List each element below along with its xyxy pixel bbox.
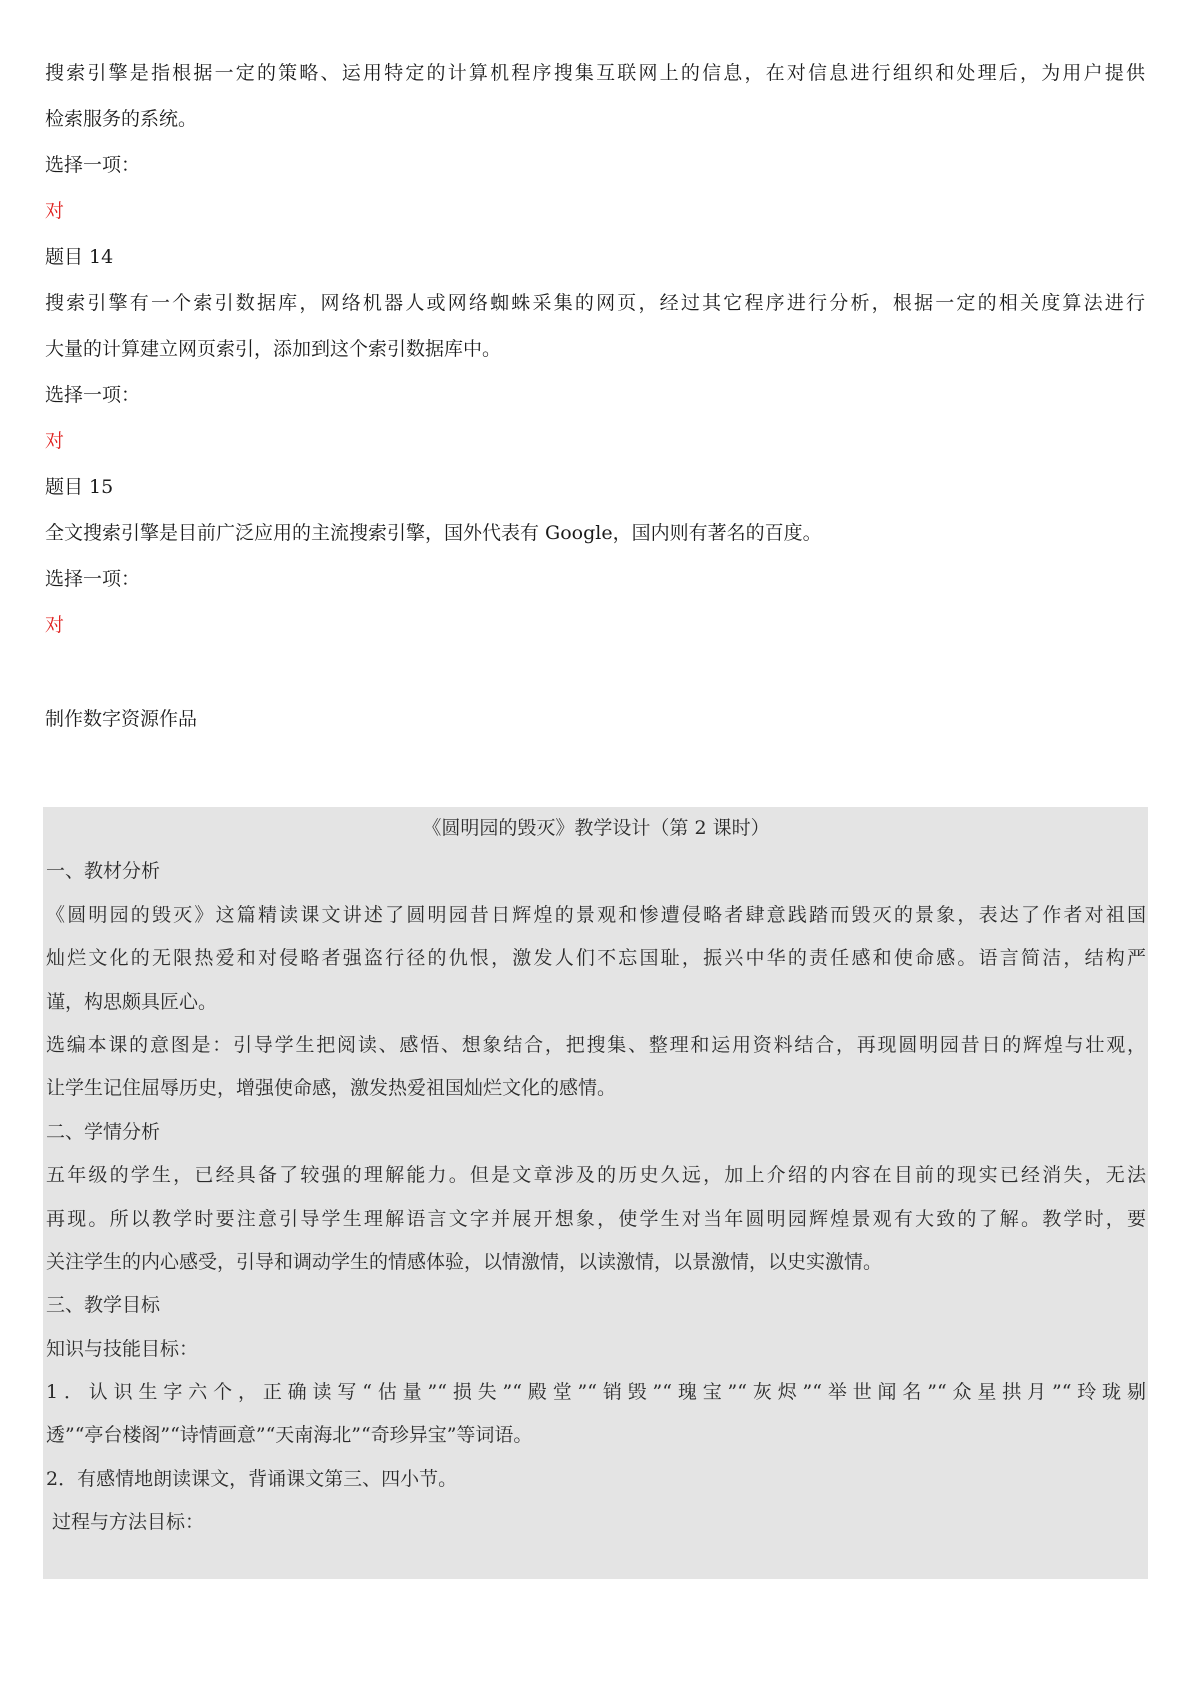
question-14-title: 题目 14: [45, 246, 114, 268]
paragraph-1-line-1: 《圆明园的毁灭》这篇精读课文讲述了圆明园昔日辉煌的景观和惨遭侵略者肆意践踏而毁灭的景象，表达了作者对祖国: [46, 903, 1146, 926]
question-15-title: 题目 15: [45, 476, 114, 498]
quiz-section: [45, 50, 1145, 742]
section-heading: 制作数字资源作品: [45, 708, 198, 730]
heading-student-analysis: 二、学情分析: [46, 1120, 161, 1143]
goal-item-1-line-2: 透”“亭台楼阁”“诗情画意”“天南海北”“奇珍异宝”等词语。: [46, 1424, 533, 1447]
question-13-answer: 对: [45, 200, 65, 222]
subheading-knowledge-skills: 知识与技能目标：: [46, 1337, 199, 1360]
question-13-prompt: 选择一项：: [45, 154, 141, 176]
paragraph-3-line-1: 五年级的学生，已经具备了较强的理解能力。但是文章涉及的历史久远，加上介绍的内容在目前的现实已经消失，无法: [46, 1164, 1146, 1187]
question-13-text-line-2: 检索服务的系统。: [45, 108, 198, 130]
subheading-process-method: 过程与方法目标：: [52, 1511, 205, 1534]
heading-teaching-goals: 三、教学目标: [46, 1294, 161, 1317]
paragraph-1-line-2: 灿烂文化的无限热爱和对侵略者强盗行径的仇恨，激发人们不忘国耻，振兴中华的责任感和使命感。语言简洁，结构严: [46, 947, 1146, 970]
question-14-text-line-2: 大量的计算建立网页索引，添加到这个索引数据库中。: [45, 338, 502, 360]
lesson-plan-box: [43, 807, 1148, 1579]
question-15-answer: 对: [45, 614, 65, 636]
paragraph-1-line-3: 谨，构思颇具匠心。: [46, 990, 218, 1013]
paragraph-2-line-1: 选编本课的意图是：引导学生把阅读、感悟、想象结合，把搜集、整理和运用资料结合，再现圆明园昔日的辉煌与壮观，: [46, 1033, 1146, 1056]
paragraph-3-line-2: 再现。所以教学时要注意引导学生理解语言文字并展开想象，使学生对当年圆明园辉煌景观有大致的了解。教学时，要: [46, 1207, 1146, 1230]
lesson-title: 《圆明园的毁灭》教学设计（第 2 课时）: [422, 817, 770, 839]
goal-item-1-line-1: 1．认识生字六个，正确读写“估量”“损失”“殿堂”“销毁”“瑰宝”“灰烬”“举世闻名”“众星拱月”“玲珑剔: [46, 1381, 1146, 1404]
question-15-prompt: 选择一项：: [45, 568, 141, 590]
heading-textbook-analysis: 一、教材分析: [46, 860, 161, 883]
question-14-prompt: 选择一项：: [45, 384, 141, 406]
paragraph-3-line-3: 关注学生的内心感受，引导和调动学生的情感体验，以情激情，以读激情，以景激情，以史实激情。: [46, 1250, 883, 1273]
paragraph-2-line-2: 让学生记住屈辱历史，增强使命感，激发热爱祖国灿烂文化的感情。: [46, 1077, 617, 1100]
question-14-text-line-1: 搜索引擎有一个索引数据库，网络机器人或网络蜘蛛采集的网页，经过其它程序进行分析，根据一定的相关度算法进行: [45, 292, 1145, 314]
question-13-text-line-1: 搜索引擎是指根据一定的策略、运用特定的计算机程序搜集互联网上的信息，在对信息进行组织和处理后，为用户提供: [45, 62, 1145, 84]
question-14-answer: 对: [45, 430, 65, 452]
question-15-text-line-1: 全文搜索引擎是目前广泛应用的主流搜索引擎，国外代表有 Google，国内则有著名的百度。: [45, 522, 822, 544]
goal-item-2: 2．有感情地朗读课文，背诵课文第三、四小节。: [46, 1467, 458, 1490]
